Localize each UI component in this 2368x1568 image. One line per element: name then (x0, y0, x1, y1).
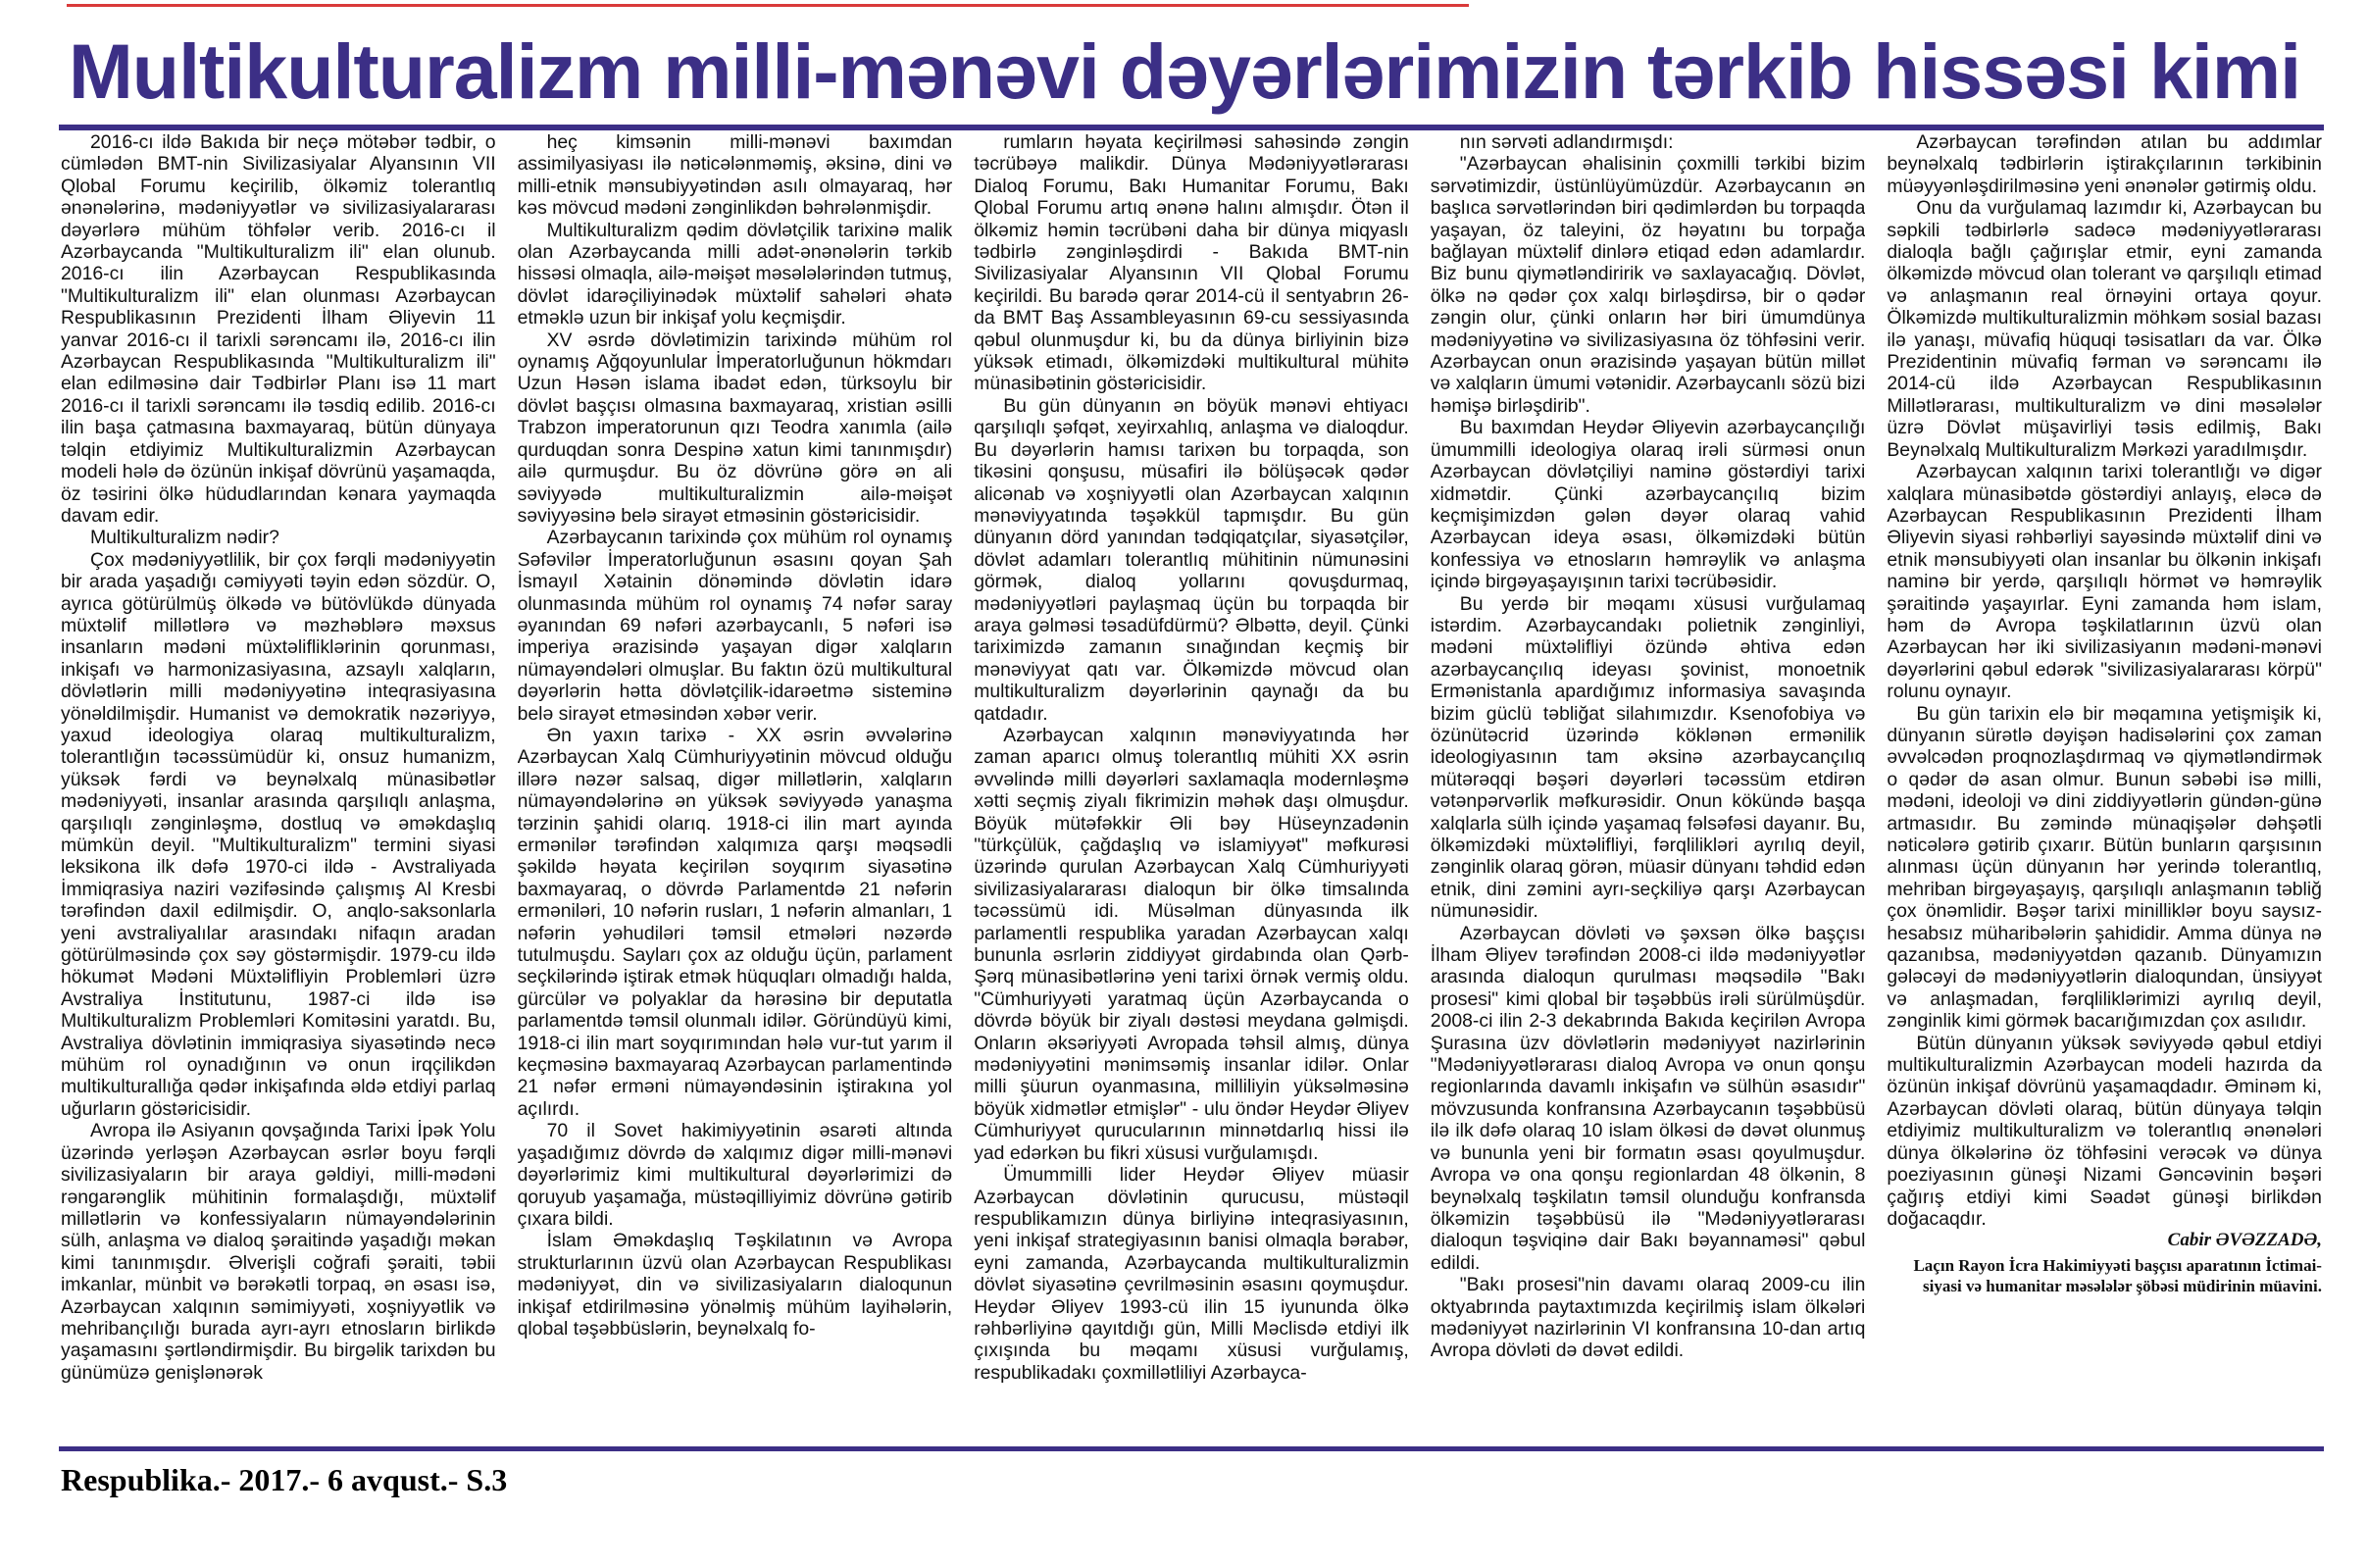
article-column-1 (61, 131, 496, 1441)
footer-rule (59, 1446, 2324, 1451)
paragraph: "Bakı prosesi"nin davamı olaraq 2009-cu ilin oktyabrında paytaxtımızda keçirilmiş islam ölkələri mədəniyyət nazirlərinin VI konfransına 10-dan artıq Avropa dövləti də dəvət edildi. (1430, 1274, 1866, 1362)
paragraph: Avropa ilə Asiyanın qovşağında Tarixi İpək Yolu üzərində yerləşən Azərbaycan əsrlər boyu fərqli sivilizasiyaların bir araya gəldiyi, milli-mədəni rəngarənglik mühitinin formalaşdığı, müxtəlif millətlərin və konfessiyaların nümayəndələrinin sülh, anlaşma və dialoq şəraitində yaşadığı məkan kimi tanınmışdır. Əlverişli coğrafi şəraiti, təbii imkanlar, münbit və bərəkətli torpaq, ən əsası isə, Azərbaycan xalqının səmimiyyəti, xoşniyyətlik və mehribançılığı burada ayrı-ayrı etnosların birlikdə yaşamasını şərtləndirmişdir. Bu birgəlik tarixdən bu günümüzə genişlənərək (61, 1120, 496, 1384)
paragraph: Azərbaycanın tarixində çox mühüm rol oynamış Səfəvilər İmperatorluğunun əsasını qoyan Şah İsmayıl Xətainin dönəmində dövlətin idarə olunmasında mühüm rol oynamış 74 nəfər saray əyanından 69 nəfəri azərbaycanlı, 5 nəfəri isə imperiya ərazisində yaşayan digər xalqların nümayəndələri olmuşlar. Bu faktın özü multikultural dəyərlərin hətta dövlətçilik-idarəetmə sisteminə belə sirayət etməsindən xəbər verir. (517, 527, 953, 725)
paragraph: Azərbaycan tərəfindən atılan bu addımlar beynəlxalq tədbirlərin iştirakçılarının tərkibinin müəyyənləşdirilməsinə yeni ənənələr gətirmiş oldu. (1887, 131, 2322, 197)
source-citation: Respublika.- 2017.- 6 avqust.- S.3 (61, 1462, 508, 1497)
paragraph: rumların həyata keçirilməsi sahəsində zəngin təcrübəyə malikdir. Dünya Mədəniyyətlərarası Dialoq Forumu, Bakı Humanitar Forumu, Bakı Qlobal Forumu artıq ənənə halını almışdır. Ötən il ölkəmiz həmin təcrübəni daha bir dünya miqyaslı tədbirlə zənginləşdirdi - Bakıda BMT-nin Sivilizasiyalar Alyansının VII Qlobal Forumu keçirildi. Bu barədə qərar 2014-cü il sentyabrın 26-da BMT Baş Assambleyasının 69-cu sessiyasında qəbul olunmuşdur ki, bu da dünya birliyinin bizə yüksək etimadı, ölkəmizdəki multikultural mühitə münasibətinin göstəricisidir. (974, 131, 1409, 395)
paragraph: 70 il Sovet hakimiyyətinin əsarəti altında yaşadığımız dövrdə də xalqımız digər milli-mənəvi dəyərlərimiz kimi multikultural dəyərlərimizi də qoruyub yaşamağa, müstəqilliyimiz dövrünə gətirib çıxara bildi. (517, 1120, 953, 1230)
author-name: Cabir ƏVƏZZADƏ, (2167, 1230, 2322, 1251)
paragraph: heç kimsənin milli-mənəvi baxımdan assimilyasiyası ilə nəticələnməmiş, əksinə, dini və milli-etnik mənsubiyyətindən asılı olmayaraq, hər kəs mövcud mədəni zənginlikdən bəhrələnmişdir. (517, 131, 953, 220)
article-column-4 (1431, 131, 1866, 1441)
paragraph: Azərbaycan xalqının mənəviyyatında hər zaman aparıcı olmuş tolerantlıq mühiti XX əsrin əvvəlində milli dəyərləri saxlamaqla modernləşmə xətti seçmiş ziyalı fikrimizin məhək daşı olmuşdur. Böyük mütəfəkkir Əli bəy Hüseynzadənin "türkçülük, çağdaşlıq və islamiyyət" məfkurəsi üzərində qurulan Azərbaycan Xalq Cümhuriyyəti sivilizasiyalararası dialoqun bir ölkə timsalında təcəssümü idi. Müsəlman dünyasında ilk parlamentli respublika yaradan Azərbaycan xalqı bununla əsrlərin ziddiyyət girdabında olan Qərb-Şərq münasibətlərinə yeni tarixi örnək vermiş oldu. "Cümhuriyyəti yaratmaq üçün Azərbaycanda o dövrdə böyük bir ziyalı dəstəsi meydana gəlmişdi. Onların əksəriyyəti Avropada təhsil almış, dünya mədəniyyətini mənimsəmiş insanlar idilər. Onlar milli şüurun oyanmasına, milliliyin yüksəlməsinə böyük xidmətlər etmişlər" - ulu öndər Heydər Əliyev Cümhuriyyət qurucularının minnətdarlıq hissi ilə yad edərkən bu fikri xüsusi vurğulamışdı. (974, 724, 1409, 1164)
article-body (61, 131, 2322, 1441)
paragraph: Multikulturalizm qədim dövlətçilik tarixinə malik olan Azərbaycanda milli adət-ənənələrin tərkib hissəsi olmaqla, ailə-məişət məsələlərindən tutmuş, dövlət idarəçiliyinədək müxtəlif sahələri əhatə etməklə uzun bir inkişaf yolu keçmişdir. (517, 219, 953, 329)
paragraph: Çox mədəniyyətlilik, bir çox fərqli mədəniyyətin bir arada yaşadığı cəmiyyəti təyin edən sözdür. O, ayrıca götürülmüş ölkədə və bütövlükdə dünyada müxtəlif millətlərə və məzhəblərə məxsus insanların mədəni müxtəlifliklərinin qorunması, inkişafı və harmonizasiyasına, azsaylı xalqların, dövlətlərin milli mədəniyyətinə inteqrasiyasına yönəldilmişdir. Humanist və demokratik nəzəriyyə, yaxud ideologiya olaraq multikulturalizm, tolerantlığın təcəssümüdür ki, onsuz humanizm, yüksək fərdi və beynəlxalq münasibətlər mədəniyyəti, insanlar arasında qarşılıqlı anlaşma, qarşılıqlı zənginləşmə, dostluq və əməkdaşlıq mümkün deyil. "Multikulturalizm" termini siyasi leksikona ilk dəfə 1970-ci ildə - Avstraliyada İmmiqrasiya naziri vəzifəsində çalışmış Al Kresbi tərəfindən daxil edilmişdir. O, anqlo-saksonlarla yeni avstraliyalılar arasındakı nifaqın aradan götürülməsində çox səy göstərmişdir. 1979-cu ildə hökumət Mədəni Müxtəlifliyin Problemləri üzrə Avstraliya İnstitutunu, 1987-ci ildə isə Multikulturalizm Problemləri Komitəsini yaratdı. Bu, Avstraliya dövlətinin immiqrasiya siyasətində necə mühüm rol oynadığının və onun irqçilikdən multikulturallığa qədər inkişafında əldə etdiyi parlaq uğurların göstəricisidir. (61, 548, 496, 1120)
author-signature (1887, 1230, 2322, 1296)
paragraph: Ən yaxın tarixə - XX əsrin əvvələrinə Azərbaycan Xalq Cümhuriyyətinin mövcud olduğu illərə nəzər salsaq, digər millətlərin, xalqların nümayəndələrinə ən yüksək səviyyədə yanaşma tərzinin şahidi olarıq. 1918-ci ilin mart ayında ermənilər tərəfindən xalqımıza qarşı məqsədli şəkildə həyata keçirilən soyqırım siyasətinə baxmayaraq, o dövrdə Parlamentdə 21 nəfərin erməniləri, 10 nəfərin rusları, 1 nəfərin almanları, 1 nəfərin yəhudiləri təmsil etmələri nəzərdə tutulmuşdu. Sayları çox az olduğu üçün, parlament seçkilərində iştirak etmək hüquqları olmadığı halda, gürcülər və polyaklar da hərəsinə bir deputatla parlamentdə təmsil olunmalı idilər. Göründüyü kimi, 1918-ci ilin mart soyqırımından hələ vur-tut yarım il keçməsinə baxmayaraq Azərbaycan parlamentində 21 nəfər erməni nümayəndəsinin iştirakına yol açılırdı. (517, 724, 953, 1120)
top-accent-line (67, 4, 1469, 7)
paragraph: Bu gün tarixin elə bir məqamına yetişmişik ki, dünyanın sürətlə dəyişən hadisələrini çox zaman əvvəlcədən proqnozlaşdırmaq və qiymətləndirmək o qədər də asan olmur. Bunun səbəbi isə milli, mədəni, ideoloji və dini ziddiyyətlərin gündən-günə artmasıdır. Bu zəmində münaqişələr dəhşətli nəticələrə gətirib çıxarır. Bütün bunların qarşısının alınması üçün dünyanın hər yerində tolerantlıq, mehriban birgəyaşayış, qarşılıqlı anlaşmanın təbliğ çox önəmlidir. Bəşər tarixi minilliklər boyu saysız-hesabsız müharibələrin şahididir. Amma dünya nə qazanıbsa, mədəniyyətdən qazanıb. Dünyamızın gələcəyi də mədəniyyətlərin dialoqundan, ünsiyyət və anlaşmadan, fərqliliklərimizi ayrılıq deyil, zənginlik kimi görmək bacarığımızdan çox asılıdır. (1887, 702, 2322, 1033)
paragraph: Onu da vurğulamaq lazımdır ki, Azərbaycan bu səpkili tədbirlərlə sadəcə mədəniyyətlərarası dialoqla bağlı çağırışlar etmir, eyni zamanda ölkəmizdə mövcud olan tolerant və qarşılıqlı etimad və anlaşmanın real örnəyini ortaya qoyur. Ölkəmizdə multikulturalizmin möhkəm sosial bazası ilə yanaşı, müvafiq hüquqi təsisatları da var. Ölkə Prezidentinin müvafiq fərman və sərəncamı ilə 2014-cü ildə Azərbaycan Respublikasının Millətlərarası, multikulturalizm və dini məsələlər üzrə Dövlət müşavirliyi təsis edilmiş, Bakı Beynəlxalq Multikulturalizm Mərkəzi yaradılmışdır. (1887, 197, 2322, 461)
paragraph: Azərbaycan dövləti və şəxsən ölkə başçısı İlham Əliyev tərəfindən 2008-ci ildə mədəniyyətlər arasında dialoqun qurulması məqsədilə "Bakı prosesi" kimi qlobal bir təşəbbüs irəli sürülmüşdür. 2008-ci ilin 2-3 dekabrında Bakıda keçirilən Avropa Şurasına üzv dövlətlərin mədəniyyət nazirlərinin "Mədəniyyətlərarası dialoq Avropa və onun qonşu regionlarında davamlı inkişafın və sülhün əsasıdır" mövzusunda konfransına Azərbaycanın təşəbbüsü ilə ilk dəfə olaraq 10 islam ölkəsi də dəvət olunmuş və bununla yeni bir formatın əsası qoyulmuşdur. Avropa və ona qonşu regionlardan 48 ölkənin, 8 beynəlxalq təşkilatın təmsil olunduğu konfransda ölkəmizin təşəbbüsü ilə "Mədəniyyətlərarası dialoqun təşviqinə dair Bakı bəyannaməsi" qəbul edildi. (1430, 922, 1866, 1274)
paragraph: Bütün dünyanın yüksək səviyyədə qəbul etdiyi multikulturalizmin Azərbaycan modeli hazırda da özünün inkişaf dövrünü yaşamaqdadır. Əminəm ki, Azərbaycan dövləti olaraq, bütün dünyaya təlqin etdiyimiz multikulturalizm və tolerantlıq ənənələri dünya ölkələrinə öz töhfəsini verəcək və dünya poeziyasının günəşi Nizami Gəncəvinin bəşəri çağırış etdiyi kimi Səadət günəşi birlikdən doğacaqdır. (1887, 1032, 2322, 1230)
paragraph: XV əsrdə dövlətimizin tarixində mühüm rol oynamış Ağqoyunlular İmperatorluğunun hökmdarı Uzun Həsən islama ibadət edən, türksoylu bir dövlət başçısı olmasına baxmayaraq, xristian əsilli Trabzon imperatorunun qızı Teodra xanımla (ailə qurduqdan sonra Despinə xatun kimi tanınmışdır) ailə qurmuşdur. Bu öz dövrünə görə ən ali səviyyədə multikulturalizmin ailə-məişət səviyyəsinə belə sirayət etməsinin göstəricisidir. (517, 329, 953, 527)
paragraph: Bu yerdə bir məqamı xüsusi vurğulamaq istərdim. Azərbaycandakı polietnik zənginliyi, mədəni müxtəlifliyi özündə əhtiva edən azərbaycançılıq ideyası şovinist, monoetnik Ermənistanla apardığımız informasiya savaşında bizim güclü təbliğat silahımızdır. Ksenofobiya və özünütəcrid üzərində köklənən ermənilik ideologiyasının tam əksinə azərbaycançılıq mütərəqqi bəşəri dəyərləri təcəssüm etdirən vətənpərvərlik məfkurəsidir. Onun kökündə başqa xalqlarla sülh içində yaşamaq fəlsəfəsi dayanır. Bu, ölkəmizdəki müxtəlifliyi, fərqlilikləri ayrılıq deyil, zənginlik olaraq görən, müasir dünyanı təhdid edən etnik, dini zəmini ayrı-seçkiliyə qarşı Azərbaycan nümunəsidir. (1430, 592, 1866, 923)
article-column-5 (1887, 131, 2322, 1441)
paragraph: 2016-cı ildə Bakıda bir neçə mötəbər tədbir, o cümlədən BMT-nin Sivilizasiyalar Alyansının VII Qlobal Forumu keçirilib, ölkəmiz tolerantlıq ənənələrinə, mədəniyyətlər və sivilizasiyalararası dəyərlərə mühüm töhfələr verib. 2016-cı il Azərbaycanda "Multikulturalizm ili" elan olunub. 2016-cı ilin Azərbaycan Respublikasında "Multikulturalizm ili" elan olunması Azərbaycan Respublikasının Prezidenti İlham Əliyevin 11 yanvar 2016-cı il tarixli sərəncamı ilə, 2016-cı ilin Azərbaycan Respublikasında "Multikulturalizm ili" elan edilməsinə dair Tədbirlər Planı isə 11 mart 2016-cı il tarixli sərəncamı ilə təsdiq edilib. 2016-cı ilin başa çatmasına baxmayaraq, bütün dünyaya təlqin etdiyimiz Multikulturalizmin Azərbaycan modeli hələ də özünün inkişaf dövrünü yaşamaqda, öz təsirini ölkə hüdudlarından kənara yaymaqda davam edir. (61, 131, 496, 527)
article-column-3 (974, 131, 1409, 1441)
article-headline: Multikulturalizm milli-mənəvi dəyərlərimizin tərkib hissəsi kimi (69, 27, 2301, 115)
paragraph: Multikulturalizm nədir? (90, 527, 279, 549)
paragraph: Azərbaycan xalqının tarixi tolerantlığı və digər xalqlara münasibətdə göstərdiyi anlayış, eləcə də Azərbaycan Respublikasının Prezidenti İlham Əliyevin siyasi rəhbərliyi sayəsində müxtəlif dini və etnik mənsubiyyəti olan insanlar bu ölkənin inkişafı naminə bir yerdə, qarşılıqlı hörmət və həmrəylik şəraitində yaşayırlar. Eyni zamanda həm islam, həm də Avropa təşkilatlarının üzvü olan Azərbaycan hər iki sivilizasiyanın mədəni-mənəvi dəyərlərini qəbul edərək "sivilizasiyalararası körpü" rolunu oynayır. (1887, 461, 2322, 703)
header-rule (59, 125, 2324, 130)
author-position: Laçın Rayon İcra Hakimiyyəti başçısı aparatının İctimai-siyasi və humanitar məsələlər şöbəsi müdirinin müavini. (1913, 1256, 2322, 1296)
paragraph: Bu gün dünyanın ən böyük mənəvi ehtiyacı qarşılıqlı şəfqət, xeyirxahlıq, anlaşma və dialoqdur. Bu dəyərlərin hamısı tarixən bu torpaqda, son tikəsini qonşusu, müsafiri ilə bölüşəcək qədər alicənab və xoşniyyətli olan Azərbaycan xalqının mənəviyyatında təşəkkül tapmışdır. Bu gün dünyanın dörd yanından tədqiqatçılar, siyasətçilər, dövlət adamları tolerantlıq mühitinin nümunəsini görmək, dialoq yollarını qovuşdurmaq, mədəniyyətləri paylaşmaq üçün bu torpaqda bir araya gəlməsi təsadüfdürmü? Əlbəttə, deyil. Çünki tariximizdə zamanın sınağından keçmiş bir mənəviyyat qatı var. Ölkəmizdə mövcud olan multikulturalizm dəyərlərinin qaynağı da bu qatdadır. (974, 394, 1409, 725)
paragraph: Ümummilli lider Heydər Əliyev müasir Azərbaycan dövlətinin qurucusu, müstəqil respublikamızın dünya birliyinə inteqrasiyasının, yeni inkişaf strategiyasının banisi olmaqla bərabər, eyni zamanda, Azərbaycanda multikulturalizmin dövlət siyasətinə çevrilməsinin əsasını qoymuşdur. Heydər Əliyev 1993-cü ilin 15 iyununda ölkə rəhbərliyinə qayıtdığı gün, Milli Məclisdə etdiyi ilk çıxışında bu məqamı xüsusi vurğulamış, respublikadakı çoxmillətliliyi Azərbayca- (974, 1164, 1409, 1384)
article-column-2 (518, 131, 953, 1441)
paragraph: nın sərvəti adlandırmışdı: (1459, 131, 1674, 153)
paragraph: "Azərbaycan əhalisinin çoxmilli tərkibi bizim sərvətimizdir, üstünlüyümüzdür. Azərbaycanın ən başlıca sərvətlərindən biri qədimlərdən bu torpaqda yaşayan, öz taleyini, öz həyatını bu torpağa bağlayan müxtəlif dinlərə etiqad edən adamlardır. Biz bunu qiymətləndiririk və saxlayacağıq. Dövlət, ölkə nə qədər çox xalqı birləşdirsə, bir o qədər zəngin olur, çünki onların hər biri ümumdünya mədəniyyətinə və sivilizasiyasına öz töhfəsini verir. Azərbaycan onun ərazisində yaşayan bütün millət və xalqların ümumi vətənidir. Azərbaycanlı sözü bizi həmişə birləşdirib". (1430, 153, 1866, 417)
paragraph: İslam Əməkdaşlıq Təşkilatının və Avropa strukturlarının üzvü olan Azərbaycan Respublikası mədəniyyət, din və sivilizasiyaların dialoqunun inkişaf etdirilməsinə yönəlmiş mühüm layihələrin, qlobal təşəbbüslərin, beynəlxalq fo- (517, 1230, 953, 1340)
paragraph: Bu baxımdan Heydər Əliyevin azərbaycançılığı ümummilli ideologiya olaraq irəli sürməsi onun Azərbaycan dövlətçiliyi naminə göstərdiyi tarixi xidmətdir. Çünki azərbaycançılıq bizim keçmişimizdən gələn dəyər olaraq vahid Azərbaycan ideya əsası, ölkəmizdəki bütün konfessiya və etnosların həmrəylik və anlaşma içində birgəyaşayışının tarixi təcrübəsidir. (1430, 417, 1866, 593)
